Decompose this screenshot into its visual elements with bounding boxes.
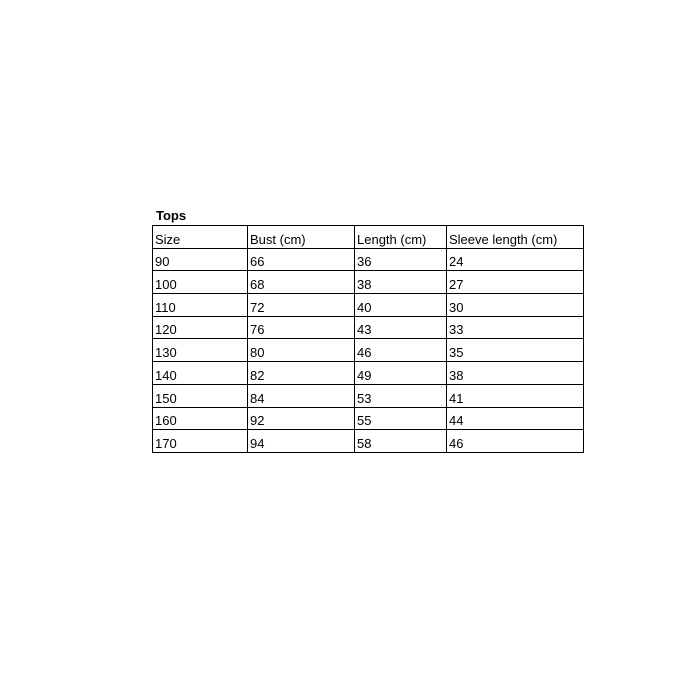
- table-cell: 33: [447, 316, 584, 339]
- table-cell: 72: [248, 294, 355, 317]
- table-cell: 80: [248, 339, 355, 362]
- table-cell: 40: [355, 294, 447, 317]
- table-cell: 53: [355, 384, 447, 407]
- table-row: [153, 407, 584, 430]
- size-chart: [152, 208, 584, 453]
- table-cell: 94: [248, 430, 355, 453]
- table-cell: 35: [447, 339, 584, 362]
- table-row: [153, 294, 584, 317]
- table-cell: 41: [447, 384, 584, 407]
- table-cell: 38: [355, 271, 447, 294]
- table-cell: 46: [447, 430, 584, 453]
- table-row: [153, 271, 584, 294]
- table-cell: 68: [248, 271, 355, 294]
- size-table: [152, 225, 584, 453]
- table-cell: 110: [153, 294, 248, 317]
- header-cell-bust: Bust (cm): [248, 226, 355, 249]
- table-cell: 120: [153, 316, 248, 339]
- table-cell: 90: [153, 248, 248, 271]
- table-title: Tops: [156, 208, 187, 223]
- table-row: [153, 430, 584, 453]
- table-cell: 24: [447, 248, 584, 271]
- table-row: [153, 362, 584, 385]
- table-row: [153, 248, 584, 271]
- table-cell: 58: [355, 430, 447, 453]
- table-cell: 38: [447, 362, 584, 385]
- table-cell: 92: [248, 407, 355, 430]
- table-cell: 150: [153, 384, 248, 407]
- table-cell: 100: [153, 271, 248, 294]
- table-row: [153, 339, 584, 362]
- table-cell: 66: [248, 248, 355, 271]
- table-cell: 82: [248, 362, 355, 385]
- table-cell: 27: [447, 271, 584, 294]
- table-cell: 43: [355, 316, 447, 339]
- table-cell: 44: [447, 407, 584, 430]
- header-cell-sleeve-length: Sleeve length (cm): [447, 226, 584, 249]
- table-cell: 130: [153, 339, 248, 362]
- header-row: [153, 226, 584, 249]
- table-cell: 84: [248, 384, 355, 407]
- table-cell: 30: [447, 294, 584, 317]
- header-cell-size: Size: [153, 226, 248, 249]
- table-cell: 140: [153, 362, 248, 385]
- table-cell: 55: [355, 407, 447, 430]
- table-cell: 76: [248, 316, 355, 339]
- header-cell-length: Length (cm): [355, 226, 447, 249]
- table-cell: 36: [355, 248, 447, 271]
- table-cell: 160: [153, 407, 248, 430]
- table-cell: 46: [355, 339, 447, 362]
- table-row: [153, 384, 584, 407]
- table-row: [153, 316, 584, 339]
- table-cell: 49: [355, 362, 447, 385]
- table-cell: 170: [153, 430, 248, 453]
